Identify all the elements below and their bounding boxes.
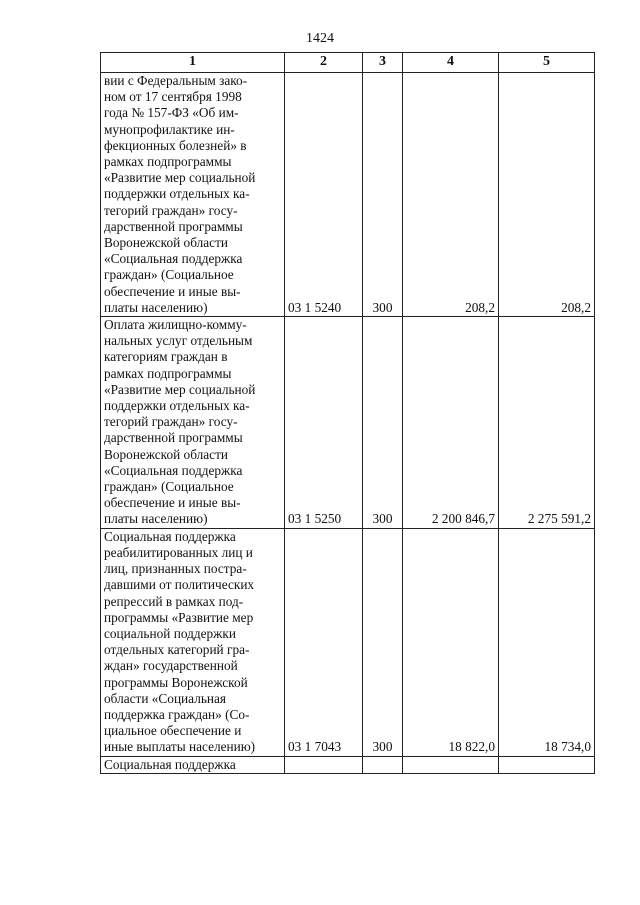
table-row bbox=[101, 756, 595, 773]
table-row bbox=[101, 317, 595, 529]
row-amount-col4: 208,2 bbox=[403, 73, 499, 317]
column-header-2: 2 bbox=[285, 53, 363, 73]
column-header-3: 3 bbox=[363, 53, 403, 73]
row-amount-col4 bbox=[403, 756, 499, 773]
row-description: Социальная поддержка реабилитированных лиц и лиц, признанных постра- давшими от политических репрессий в рамках под- программы «Развитие мер социальной поддержки отдельных категорий гра- ждан» государственной программы Воронежской области «Социальная поддержка граждан» (Со- циальное обеспечение и иные выплаты населению) bbox=[101, 528, 285, 756]
row-amount-col5: 2 275 591,2 bbox=[499, 317, 595, 529]
table-row bbox=[101, 528, 595, 756]
table-row bbox=[101, 73, 595, 317]
row-amount-col5 bbox=[499, 756, 595, 773]
column-header-4: 4 bbox=[403, 53, 499, 73]
row-amount-col5: 18 734,0 bbox=[499, 528, 595, 756]
page-number: 1424 bbox=[306, 31, 334, 46]
table-header-row bbox=[101, 53, 595, 73]
budget-table bbox=[100, 52, 595, 774]
row-expense-type: 300 bbox=[363, 528, 403, 756]
column-header-1: 1 bbox=[101, 53, 285, 73]
row-expense-type: 300 bbox=[363, 73, 403, 317]
row-target-code: 03 1 7043 bbox=[285, 528, 363, 756]
row-target-code bbox=[285, 756, 363, 773]
row-description: Социальная поддержка bbox=[101, 756, 285, 773]
row-amount-col4: 2 200 846,7 bbox=[403, 317, 499, 529]
row-expense-type bbox=[363, 756, 403, 773]
row-description: Оплата жилищно-комму- нальных услуг отдельным категориям граждан в рамках подпрограммы «Развитие мер социальной поддержки отдельных ка- тегорий граждан» госу- дарственной программы Воронежской области «Социальная поддержка граждан» (Социальное обеспечение и иные вы- платы населению) bbox=[101, 317, 285, 529]
row-description: вии с Федеральным зако- ном от 17 сентября 1998 года № 157-ФЗ «Об им- мунопрофилактике ин- фекционных болезней» в рамках подпрограммы «Развитие мер социальной поддержки отдельных ка- тегорий граждан» госу- дарственной программы Воронежской области «Социальная поддержка граждан» (Социальное обеспечение и иные вы- платы населению) bbox=[101, 73, 285, 317]
row-amount-col4: 18 822,0 bbox=[403, 528, 499, 756]
row-target-code: 03 1 5250 bbox=[285, 317, 363, 529]
column-header-5: 5 bbox=[499, 53, 595, 73]
row-amount-col5: 208,2 bbox=[499, 73, 595, 317]
row-expense-type: 300 bbox=[363, 317, 403, 529]
row-target-code: 03 1 5240 bbox=[285, 73, 363, 317]
